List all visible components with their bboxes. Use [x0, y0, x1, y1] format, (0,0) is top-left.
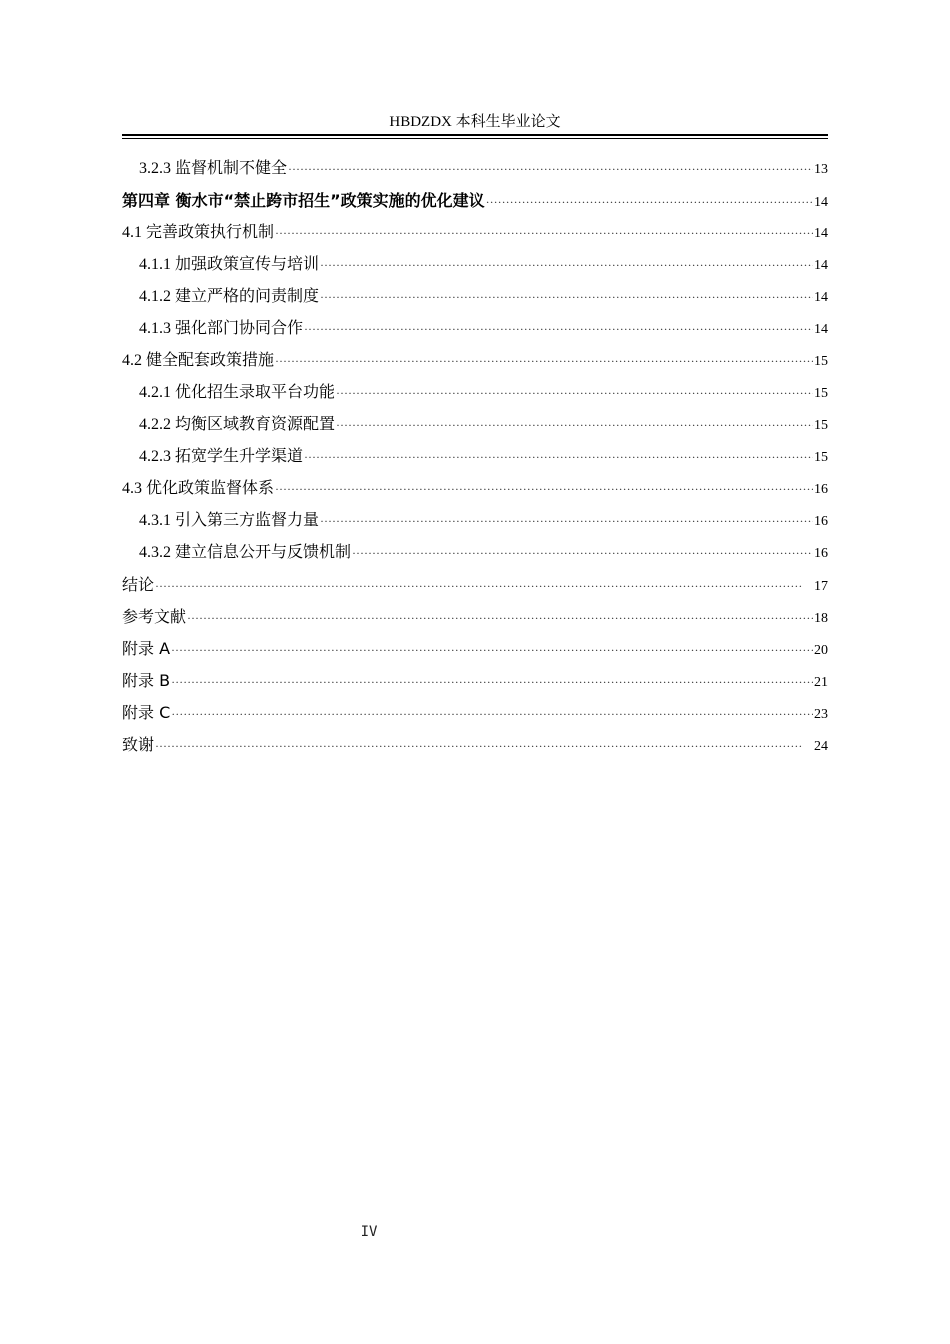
table-of-contents [122, 155, 828, 763]
toc-entry-4-2-3[interactable] [122, 443, 828, 475]
toc-entry-4-2-2[interactable] [122, 411, 828, 443]
toc-entry-text: 4.1.3 强化部门协同合作 [139, 320, 304, 337]
toc-dot-leader [304, 443, 813, 471]
toc-entry-text: 4.2.3 拓宽学生升学渠道 [139, 448, 304, 465]
toc-page-number: 18 [814, 611, 828, 626]
toc-entry-text: 4.2.2 均衡区域教育资源配置 [139, 416, 336, 433]
toc-entry-text: 4.1 完善政策执行机制 [122, 224, 275, 241]
toc-dot-leader [320, 251, 813, 279]
toc-entry-text: 4.1.2 建立严格的问责制度 [139, 288, 320, 305]
toc-entry-appendix-a[interactable] [122, 635, 828, 667]
toc-dot-leader [275, 475, 813, 503]
toc-dot-leader [171, 668, 813, 696]
toc-dot-leader [486, 188, 813, 216]
toc-entry-text: 4.2 健全配套政策措施 [122, 352, 275, 369]
toc-entry-acknowledgements[interactable] [122, 731, 828, 763]
toc-entry-4-2-1[interactable] [122, 379, 828, 411]
toc-dot-leader [320, 507, 813, 535]
toc-entry-text: 4.3.1 引入第三方监督力量 [139, 512, 320, 529]
toc-dot-leader [155, 572, 813, 600]
toc-page-number: 13 [814, 162, 828, 177]
toc-page-number: 24 [814, 739, 828, 754]
toc-dot-leader [352, 539, 813, 567]
toc-page-number: 20 [814, 643, 828, 658]
toc-entry-text: 4.3.2 建立信息公开与反馈机制 [139, 544, 352, 561]
toc-entry-references[interactable] [122, 603, 828, 635]
toc-page-number: 14 [814, 226, 828, 241]
toc-entry-appendix-b[interactable] [122, 667, 828, 699]
toc-page-number: 15 [814, 450, 828, 465]
toc-page-number: 17 [814, 579, 828, 594]
toc-entry-4-3-2[interactable] [122, 539, 828, 571]
toc-page-number: 15 [814, 354, 828, 369]
toc-entry-text: 附录 C [122, 703, 171, 722]
toc-entry-4-2[interactable] [122, 347, 828, 379]
toc-dot-leader [187, 604, 813, 632]
toc-entry-text: 3.2.3 监督机制不健全 [139, 160, 288, 177]
header-rule-thick [122, 134, 828, 136]
toc-dot-leader [171, 636, 813, 664]
toc-entry-conclusion[interactable] [122, 571, 828, 603]
toc-entry-4-1-3[interactable] [122, 315, 828, 347]
toc-entry-text: 4.1.1 加强政策宣传与培训 [139, 256, 320, 273]
header-rule-thin [122, 138, 828, 139]
toc-page-number: 15 [814, 418, 828, 433]
toc-dot-leader [171, 700, 813, 728]
page-header-title: HBDZDX 本科生毕业论文 [389, 114, 561, 130]
toc-dot-leader [336, 379, 813, 407]
toc-dot-leader [336, 411, 813, 439]
toc-entry-text: 附录 A [122, 639, 171, 658]
toc-entry-text: 致谢 [122, 735, 155, 754]
toc-dot-leader [304, 315, 813, 343]
footer-page-number: IV [360, 1224, 378, 1240]
toc-page-number: 14 [814, 258, 828, 273]
toc-entry-text: 4.3 优化政策监督体系 [122, 480, 275, 497]
toc-dot-leader [275, 347, 813, 375]
toc-entry-text: 4.2.1 优化招生录取平台功能 [139, 384, 336, 401]
toc-dot-leader [320, 283, 813, 311]
toc-entry-appendix-c[interactable] [122, 699, 828, 731]
toc-page-number: 21 [814, 675, 828, 690]
toc-entry-4-1-2[interactable] [122, 283, 828, 315]
toc-page-number: 23 [814, 707, 828, 722]
toc-entry-4-1[interactable] [122, 219, 828, 251]
toc-page-number: 14 [814, 290, 828, 305]
toc-entry-text: 结论 [122, 575, 155, 594]
toc-dot-leader [288, 155, 813, 183]
toc-page-number: 14 [814, 195, 828, 210]
toc-entry-4-3-1[interactable] [122, 507, 828, 539]
toc-dot-leader [155, 732, 813, 760]
toc-entry-text: 第四章 衡水市“禁止跨市招生”政策实施的优化建议 [122, 191, 485, 210]
toc-entry-4-1-1[interactable] [122, 251, 828, 283]
toc-dot-leader [275, 219, 813, 247]
toc-page-number: 14 [814, 322, 828, 337]
toc-entry-chapter-4[interactable] [122, 187, 828, 219]
toc-page-number: 16 [814, 546, 828, 561]
toc-page-number: 16 [814, 514, 828, 529]
toc-page-number: 15 [814, 386, 828, 401]
toc-entry-text: 参考文献 [122, 607, 187, 626]
toc-entry-3-2-3[interactable] [122, 155, 828, 187]
toc-entry-4-3[interactable] [122, 475, 828, 507]
toc-entry-text: 附录 B [122, 671, 171, 690]
toc-page-number: 16 [814, 482, 828, 497]
